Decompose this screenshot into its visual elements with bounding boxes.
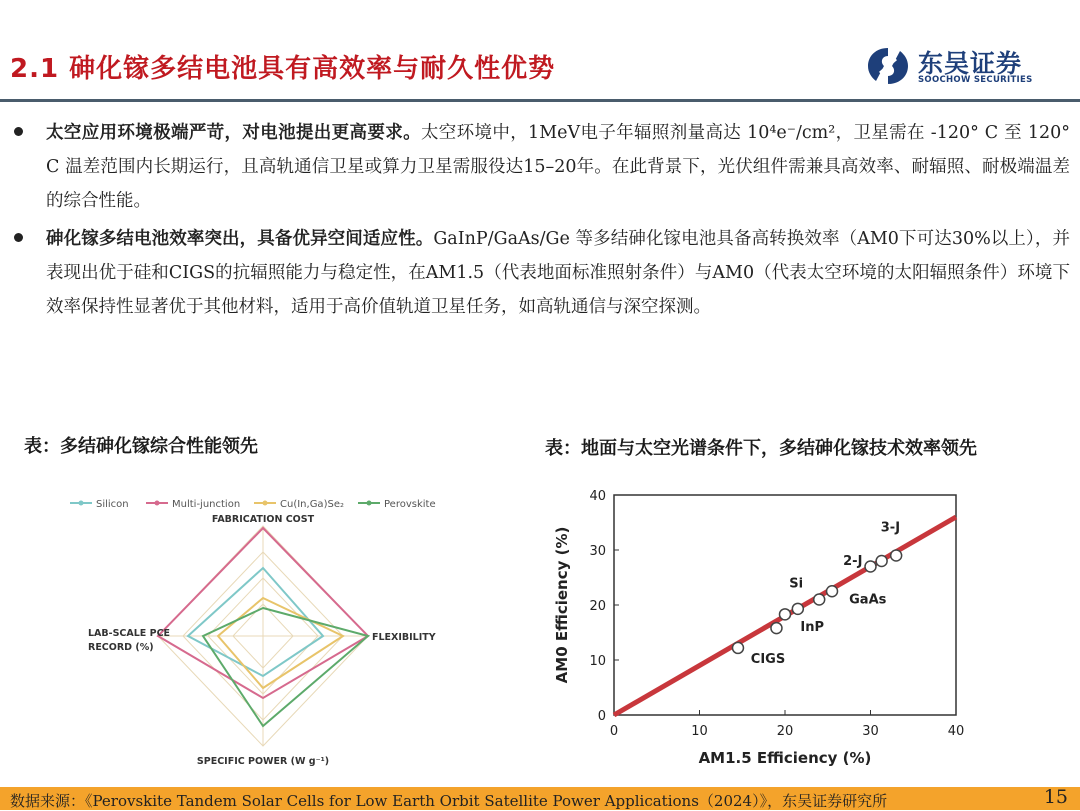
x-tick-label: 0 — [609, 724, 619, 739]
point-annotation-label: 2-J — [843, 553, 863, 569]
efficiency-scatter-chart — [545, 478, 965, 778]
page-number: 15 — [1043, 786, 1068, 808]
radar-axis-lab-scale-pce: LAB-SCALE PCE — [88, 628, 171, 639]
radar-axis-flexibility: FLEXIBILITY — [372, 632, 436, 643]
data-point — [732, 642, 743, 653]
radar-axis-fabrication-cost: FABRICATION COST — [211, 514, 315, 525]
data-point — [891, 550, 902, 561]
data-point — [792, 603, 803, 614]
x-axis-label: AM1.5 Efficiency (%) — [698, 749, 872, 767]
bullet-body: GaInP/GaAs/Ge 等多结砷化镓电池具备高转换效率（AM0下可达30%以上），并表现出优于硅和CIGS的抗辐照能力与稳定性，在AM1.5（代表地面标准照射条件）与AM0（代表太空环境的太阳辐照条件）环境下效率保持性显著优于其他材料，适用于高价值轨道卫星任务，如高轨通信与深空探测。 — [46, 229, 1070, 317]
y-tick-label: 20 — [589, 599, 606, 614]
legend-cigs: Cu(In,Ga)Se₂ — [280, 499, 344, 510]
y-axis-label: AM0 Efficiency (%) — [553, 526, 571, 684]
bullet-body: 太空环境中，1MeV电子年辐照剂量高达 10⁴e⁻/cm²，卫星需在 -120° C 至 120° C 温差范围内长期运行，且高轨通信卫星或算力卫星需服役达15–20年。在此背景下，光伏组件需兼具高效率、耐辐照、耐极端温差的综合性能。 — [46, 123, 1070, 211]
bullet-item — [0, 116, 1080, 218]
radar-legend — [70, 499, 436, 510]
radar-axis-record: RECORD (%) — [88, 642, 154, 653]
bullet-list — [0, 116, 1080, 328]
bullet-lead: 太空应用环境极端严苛，对电池提出更高要求。 — [46, 123, 421, 143]
bullet-paragraph — [46, 116, 1070, 218]
logo-english-name: SOOCHOW SECURITIES — [918, 75, 1033, 85]
footer-source: 数据来源：《Perovskite Tandem Solar Cells for Low Earth Orbit Satellite Power Applications（2024）》，东吴证券研究所 — [10, 792, 888, 810]
radar-chart — [68, 488, 448, 778]
plot-area-frame — [614, 495, 956, 715]
y-tick-label: 40 — [589, 489, 606, 504]
data-point — [827, 586, 838, 597]
point-annotation-label: Si — [789, 576, 804, 592]
header-divider — [0, 99, 1080, 102]
y-tick-label: 10 — [589, 654, 606, 669]
bullet-lead: 砷化镓多结电池效率突出，具备优异空间适应性。 — [46, 229, 434, 249]
x-tick-label: 20 — [776, 724, 794, 739]
data-point — [814, 594, 825, 605]
x-tick-label: 10 — [691, 724, 708, 739]
x-tick-label: 40 — [947, 724, 965, 739]
point-annotation-label: InP — [800, 619, 825, 635]
bullet-dot-icon — [14, 233, 23, 242]
bullet-dot-icon — [14, 127, 23, 136]
company-logo — [866, 44, 1066, 90]
legend-multi-junction: Multi-junction — [172, 499, 241, 510]
bullet-item — [0, 222, 1080, 324]
logo-chinese-name: 东吴证券 — [918, 49, 1023, 78]
data-point — [865, 561, 876, 572]
data-point — [780, 609, 791, 620]
left-figure-caption: 表：多结砷化镓综合性能领先 — [24, 436, 258, 457]
right-figure-caption: 表：地面与太空光谱条件下，多结砷化镓技术效率领先 — [545, 438, 977, 459]
point-annotation-label: GaAs — [849, 592, 887, 608]
data-point — [771, 623, 782, 634]
point-annotation-label: 3-J — [880, 520, 901, 536]
bullet-paragraph — [46, 222, 1070, 324]
radar-axis-specific-power: SPECIFIC POWER (W g⁻¹) — [196, 756, 330, 767]
legend-silicon: Silicon — [96, 499, 129, 510]
legend-perovskite: Perovskite — [384, 499, 436, 510]
page-title: 2.1 砷化镓多结电池具有高效率与耐久性优势 — [10, 54, 556, 84]
point-annotation-label: CIGS — [750, 651, 786, 667]
soochow-logo-icon — [866, 46, 910, 86]
radar-series-perovskite — [203, 608, 368, 726]
y-tick-label: 0 — [597, 709, 606, 724]
y-tick-label: 30 — [589, 544, 606, 559]
data-point — [876, 556, 887, 567]
x-tick-label: 30 — [862, 724, 879, 739]
